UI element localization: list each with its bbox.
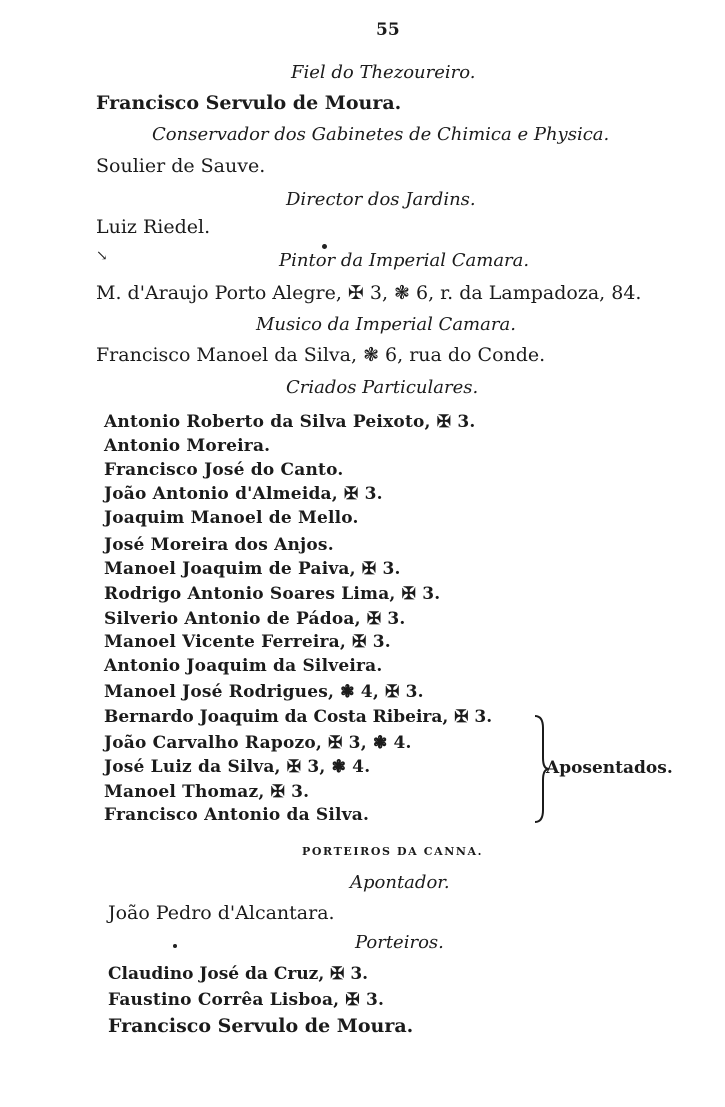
criado-entry: Manoel José Rodrigues, ❃ 4, ✠ 3. [104, 682, 424, 702]
criado-entry: José Luiz da Silva, ✠ 3, ❃ 4. [104, 757, 371, 777]
ink-dot [322, 244, 327, 249]
section-title: Fiel do Thezoureiro. [291, 62, 476, 83]
criado-entry: Bernardo Joaquim da Costa Ribeira, ✠ 3. [104, 707, 493, 727]
criado-entry: Rodrigo Antonio Soares Lima, ✠ 3. [104, 584, 441, 604]
criado-entry: João Antonio d'Almeida, ✠ 3. [104, 484, 383, 504]
porteiro-entry: Claudino José da Cruz, ✠ 3. [108, 964, 369, 984]
name-entry: M. d'Araujo Porto Alegre, ✠ 3, ❃ 6, r. da Lampadoza, 84. [96, 282, 642, 304]
ink-dot [173, 944, 177, 948]
criado-entry: Manoel Thomaz, ✠ 3. [104, 782, 310, 802]
section-title: Porteiros. [355, 932, 444, 953]
criado-entry: Manoel Joaquim de Paiva, ✠ 3. [104, 559, 401, 579]
name-entry: Francisco Manoel da Silva, ❃ 6, rua do Conde. [96, 344, 546, 366]
criado-entry: Antonio Moreira. [104, 436, 271, 456]
name-entry: Luiz Riedel. [96, 216, 211, 238]
section-title: Criados Particulares. [286, 377, 479, 398]
section-title: Musico da Imperial Camara. [256, 314, 516, 335]
section-title: Director dos Jardins. [286, 189, 476, 210]
criado-entry: José Moreira dos Anjos. [104, 535, 334, 555]
criado-entry: Antonio Roberto da Silva Peixoto, ✠ 3. [104, 412, 476, 432]
stray-mark: ↘ [96, 248, 108, 264]
section-title: Apontador. [350, 872, 450, 893]
aposentados-label: Aposentados. [546, 758, 673, 778]
criado-entry: Manoel Vicente Ferreira, ✠ 3. [104, 632, 391, 652]
porteiro-entry: Francisco Servulo de Moura. [108, 1015, 414, 1037]
criado-entry: Silverio Antonio de Pádoa, ✠ 3. [104, 609, 406, 629]
porteiro-entry: Faustino Corrêa Lisboa, ✠ 3. [108, 990, 385, 1010]
name-entry: Soulier de Sauve. [96, 155, 266, 177]
page-number: 55 [376, 20, 400, 40]
name-entry: Francisco Servulo de Moura. [96, 92, 402, 114]
criado-entry: Francisco José do Canto. [104, 460, 344, 480]
criado-entry: Francisco Antonio da Silva. [104, 805, 370, 825]
criado-entry: Antonio Joaquim da Silveira. [104, 656, 383, 676]
criado-entry: Joaquim Manoel de Mello. [104, 508, 359, 528]
section-title: Pintor da Imperial Camara. [279, 250, 530, 271]
criado-entry: João Carvalho Rapozo, ✠ 3, ❃ 4. [104, 733, 412, 753]
section-title: Conservador dos Gabinetes de Chimica e Physica. [152, 124, 610, 145]
subsection-heading: PORTEIROS DA CANNA. [302, 845, 484, 858]
name-entry: João Pedro d'Alcantara. [108, 902, 335, 924]
